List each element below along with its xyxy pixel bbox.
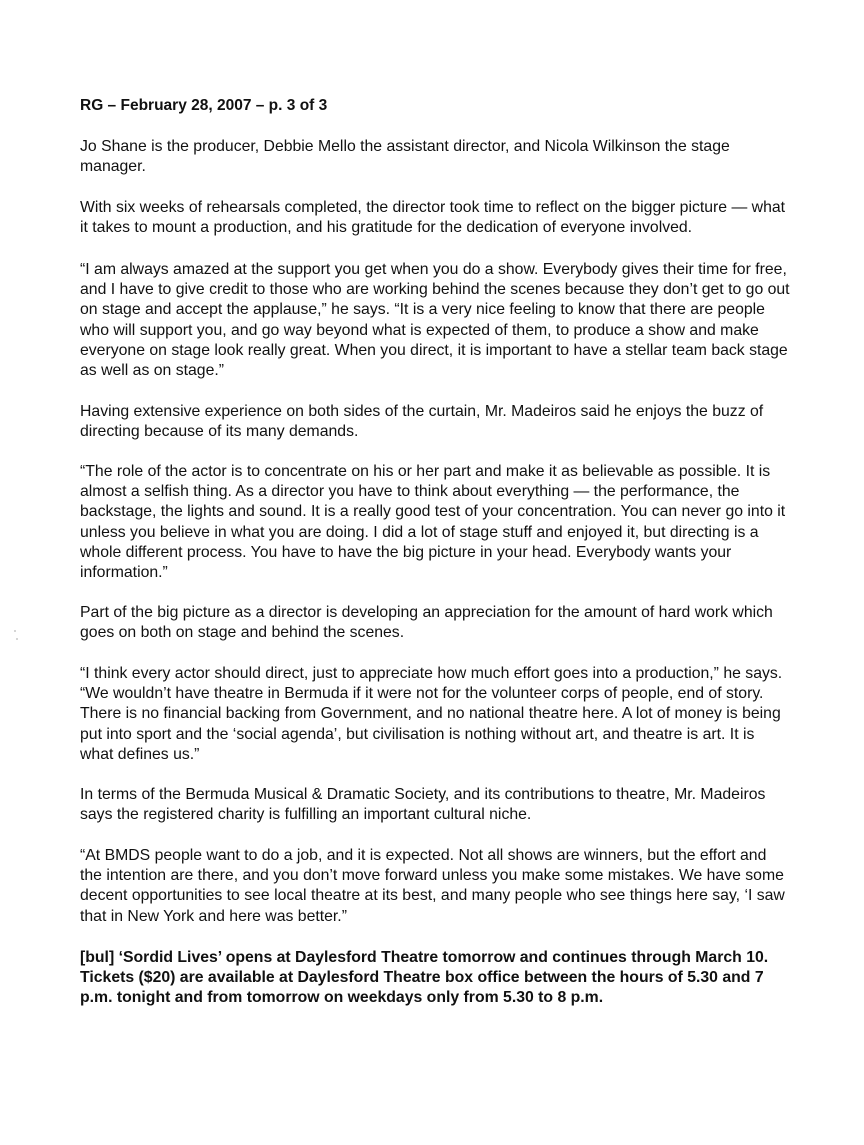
paragraph-producers: Jo Shane is the producer, Debbie Mello the assistant director, and Nicola Wilkinson the stage manager. [80,138,730,176]
paragraph-support-quote: “I am always amazed at the support you get when you do a show. Everybody gives their time for free, and I have to give credit to those who are working behind the scenes because they don’t get to go out on stage and accept the applause,” he says. “It is a very nice feeling to know that there are people who will support you, and go way beyond what is expected of them, to produce a show and make everyone on stage look really great. When you direct, it is important to have a stellar team back stage as well as on stage.” [80,261,790,380]
closing-note-text: ‘Sordid Lives’ opens at Daylesford Theatre tomorrow and continues through March 10. Tickets ($20) are available at Daylesford Theatre box office between the hours of 5.30 and 7 p.m. tonight and from tomorrow on weekdays only from 5.30 to 8 p.m. [80,949,769,1007]
paragraph-bmds-quote: “At BMDS people want to do a job, and it is expected. Not all shows are winners, but the effort and the intention are there, and you don’t move forward unless you make some mistakes. We have some decent opportunities to see local theatre at its best, and many people who see things here say, ‘I saw that in New York and here was better.” [80,847,785,925]
paragraph-rehearsals: With six weeks of rehearsals completed, the director took time to reflect on the bigger picture — what it takes to mount a production, and his gratitude for the dedication of everyone involved. [80,199,786,237]
paragraph-bmds: In terms of the Bermuda Musical & Dramatic Society, and its contributions to theatre, Mr. Madeiros says the registered charity is fulfilling an important cultural niche. [80,786,766,824]
paragraph-experience: Having extensive experience on both sides of the curtain, Mr. Madeiros said he enjoys the buzz of directing because of its many demands. [80,403,764,441]
paragraph-actor-role-quote: “The role of the actor is to concentrate on his or her part and make it as believable as possible. It is almost a selfish thing. As a director you have to think about everything — the performance, the backstage, the lights and sound. It is a really good test of your concentration. You can never go into it unless you believe in what you are doing. I did a lot of stage stuff and enjoyed it, but directing is a whole different process. You have to have the big picture in your head. Everybody wants your information.” [80,463,786,582]
page-header: RG – February 28, 2007 – p. 3 of 3 [80,97,328,114]
paragraph-big-picture: Part of the big picture as a director is developing an appreciation for the amount of hard work which goes on both on stage and behind the scenes. [80,604,773,642]
paragraph-direct-quote: “I think every actor should direct, just to appreciate how much effort goes into a production,” he says. “We wouldn’t have theatre in Bermuda if it were not for the volunteer corps of people, end of story. There is no financial backing from Government, and no national theatre here. A lot of money is being put into sport and the ‘social agenda’, but civilisation is nothing without art, and theatre is art. It is what defines us.” [80,665,783,763]
scan-speck [16,638,18,640]
bullet-prefix: [bul] [80,949,115,966]
closing-note [80,948,792,1009]
scan-speck [14,630,16,632]
